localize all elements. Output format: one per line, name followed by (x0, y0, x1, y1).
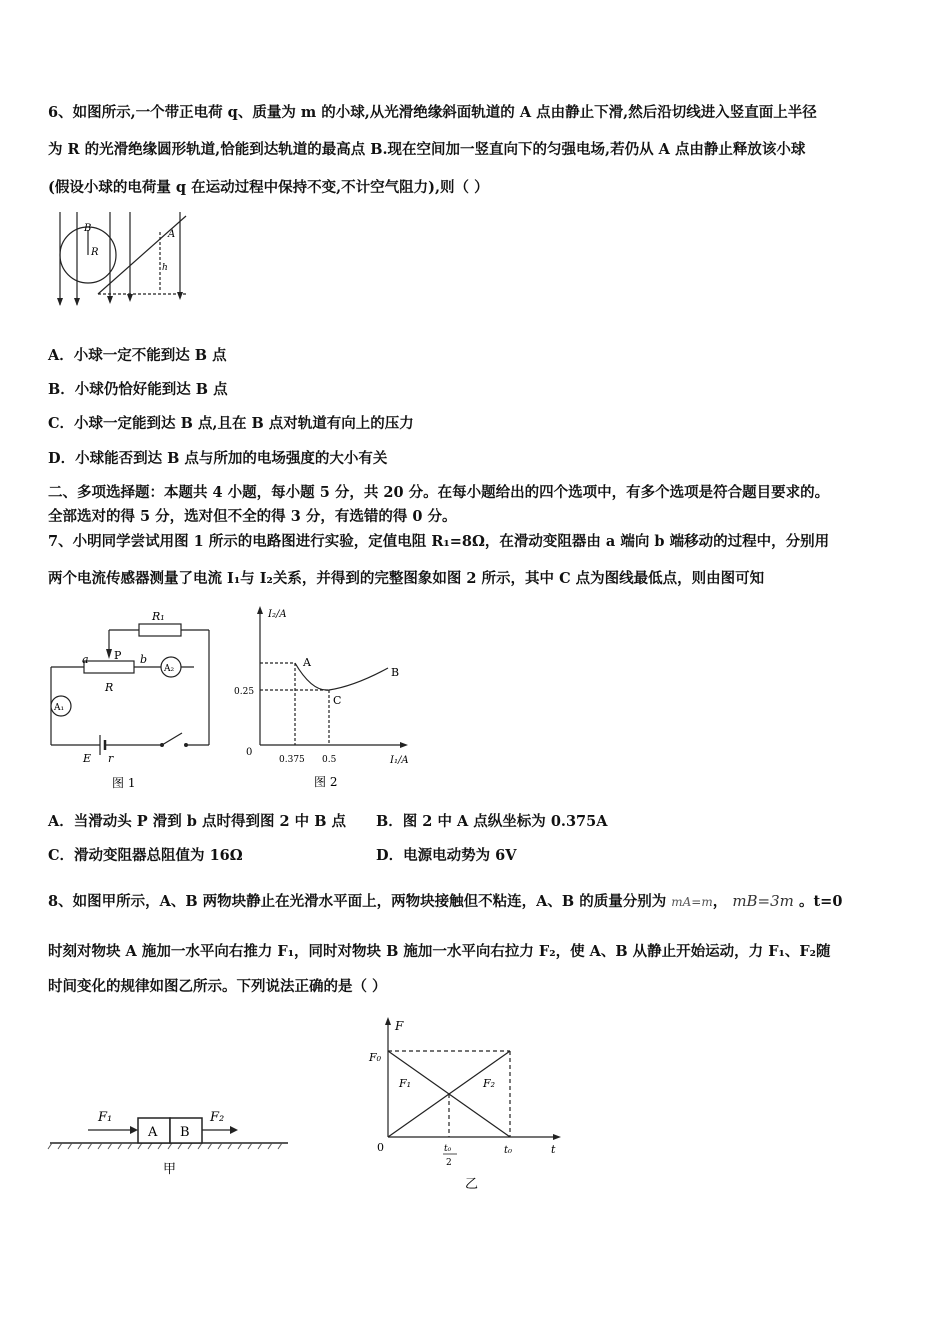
q6-option-C: C．小球一定能到达 B 点,且在 B 点对轨道有向上的压力 (48, 415, 414, 432)
q7-graph-figure (230, 600, 430, 789)
q8-yi-origin: 0 (377, 1141, 384, 1154)
q8-figure-yi (365, 1015, 565, 1195)
q7-graph-point-B: B (391, 666, 400, 679)
q8-line-3: 时间变化的规律如图乙所示。下列说法正确的是（ ） (48, 978, 387, 995)
q7-graph-y-tick: 0.25 (234, 687, 255, 697)
q7-label-A1: A₁ (54, 703, 65, 713)
q6-line-3: (假设小球的电荷量 q 在运动过程中保持不变,不计空气阻力),则（ ） (48, 179, 489, 196)
q7-line-2: 两个电流传感器测量了电流 I₁与 I₂关系，并得到的完整图象如图 2 所示，其中 C 点为图线最低点，则由图可知 (48, 570, 765, 587)
q7-option-C: C．滑动变阻器总阻值为 16Ω (48, 847, 243, 864)
q7-label-R: R (105, 681, 114, 694)
q7-circuit-figure (44, 605, 219, 795)
q8-jia-A: A (148, 1125, 158, 1140)
q8-jia-F2: F₂ (210, 1110, 225, 1125)
q7-graph-point-C: C (333, 694, 342, 707)
q7-label-A2: A₂ (164, 664, 175, 674)
q6-option-A: A．小球一定不能到达 B 点 (48, 347, 227, 364)
q7-graph-x-tick-2: 0.5 (322, 755, 337, 765)
q7-graph-origin: 0 (246, 747, 253, 758)
section2-line-1: 二、多项选择题：本题共 4 小题，每小题 5 分，共 20 分。在每小题给出的四个选项中，有多个选项是符合题目要求的。 (48, 484, 830, 501)
q7-option-A: A．当滑动头 P 滑到 b 点时得到图 2 中 B 点 (48, 813, 347, 830)
q6-figure (50, 210, 195, 310)
section2-line-2: 全部选对的得 5 分，选对但不全的得 3 分，有选错的得 0 分。 (48, 508, 457, 525)
q7-label-b: b (140, 653, 148, 666)
q7-line-1: 7、小明同学尝试用图 1 所示的电路图进行实验，定值电阻 R₁=8Ω，在滑动变阻器由 a 端向 b 端移动的过程中，分别用 (48, 533, 830, 550)
q6-label-R: R (91, 247, 99, 258)
q8-yi-t0: t₀ (504, 1145, 513, 1156)
q6-label-h: h (162, 263, 168, 273)
q7-label-a: a (82, 653, 89, 666)
q8-yi-F1: F₁ (399, 1077, 412, 1090)
q8-yi-t-half-num: t₀ (444, 1144, 452, 1154)
q6-line-1: 6、如图所示,一个带正电荷 q、质量为 m 的小球,从光滑绝缘斜面轨道的 A 点由静止下滑,然后沿切线进入竖直面上半径 (48, 104, 817, 121)
q8-yi-F: F (395, 1019, 404, 1033)
q6-option-D: D．小球能否到达 B 点与所加的电场强度的大小有关 (48, 450, 388, 467)
q7-graph-caption: 图 2 (314, 775, 338, 789)
q7-graph-ylabel: I₂/A (268, 609, 287, 620)
q7-label-E: E (83, 752, 92, 765)
q6-option-B: B．小球仍恰好能到达 B 点 (48, 381, 228, 398)
q7-circuit-caption: 图 1 (112, 776, 136, 790)
q8-comma: ， (712, 893, 728, 910)
q7-option-B: B．图 2 中 A 点纵坐标为 0.375A (376, 813, 608, 830)
q6-label-B: B (84, 223, 92, 234)
q8-line-1-text: 8、如图甲所示，A、B 两物块静止在光滑水平面上，两物块接触但不粘连，A、B 的质量分别为 (48, 893, 667, 910)
q7-graph-xlabel: I₁/A (390, 755, 409, 766)
q8-mass-A: mA=m (671, 895, 713, 909)
q7-label-R1: R₁ (152, 610, 165, 623)
q8-jia-B: B (180, 1125, 190, 1140)
q8-jia-caption: 甲 (163, 1162, 177, 1177)
q8-line-2: 时刻对物块 A 施加一水平向右推力 F₁，同时对物块 B 施加一水平向右拉力 F₂，使 A、B 从静止开始运动，力 F₁、F₂随 (48, 943, 831, 960)
q8-yi-caption: 乙 (465, 1177, 479, 1192)
q8-figure-jia (48, 1095, 293, 1185)
q8-line-1 (48, 891, 842, 912)
q7-label-r: r (108, 752, 114, 765)
q7-graph-point-A: A (303, 656, 311, 669)
q6-line-2: 为 R 的光滑绝缘圆形轨道,恰能到达轨道的最高点 B.现在空间加一竖直向下的匀强电场,若仍从 A 点由静止释放该小球 (48, 141, 806, 158)
q8-yi-F2: F₂ (483, 1077, 496, 1090)
q8-yi-t: t (551, 1143, 556, 1156)
q8-line-1-tail: 。t=0 (798, 893, 843, 910)
q8-jia-F1: F₁ (98, 1110, 113, 1125)
q6-label-A: A (168, 229, 176, 240)
q8-mass-B: mB=3m (732, 892, 794, 910)
q7-graph-x-tick-1: 0.375 (279, 755, 305, 765)
q7-label-P: P (114, 649, 122, 662)
q8-yi-t-half-den: 2 (446, 1158, 452, 1168)
q8-yi-F0: F₀ (369, 1051, 382, 1064)
q7-option-D: D．电源电动势为 6V (376, 847, 517, 864)
